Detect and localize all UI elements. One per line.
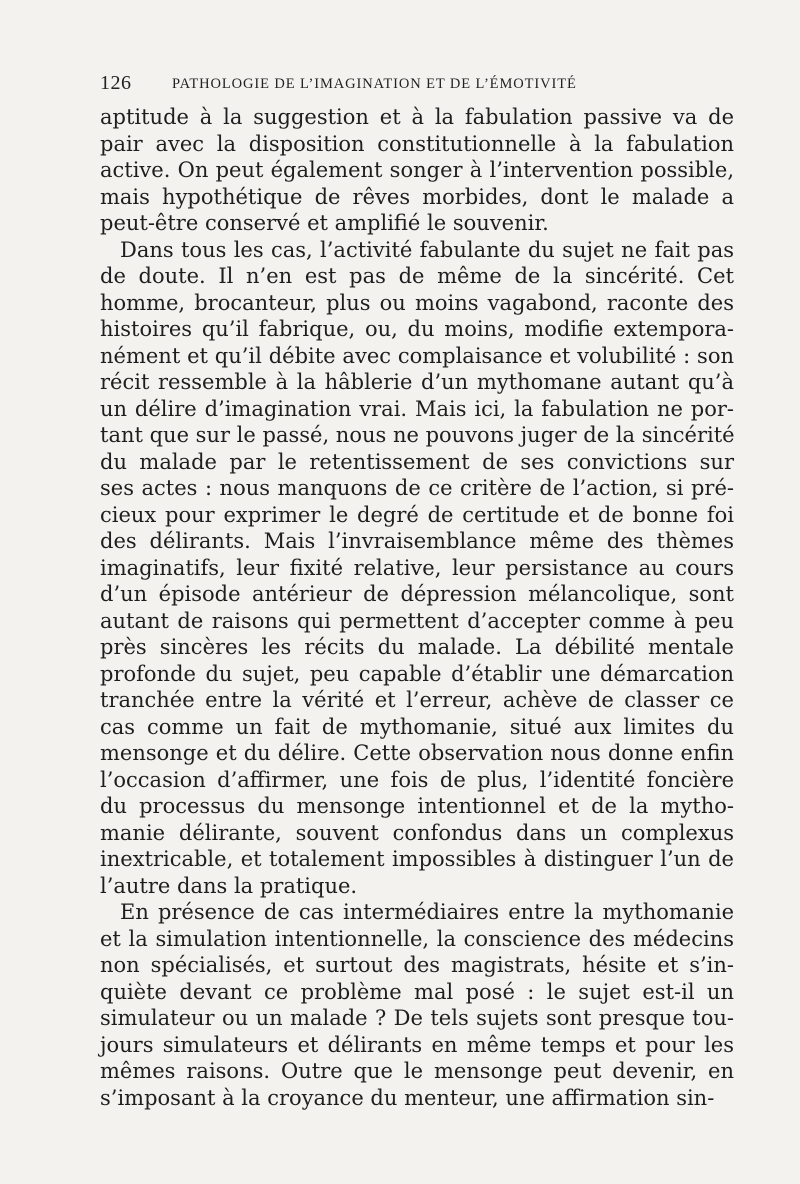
text-line: de doute. Il n’en est pas de même de la sincérité. Cet	[100, 264, 734, 288]
text-line: un délire d’imagination vrai. Mais ici, la fabulation ne por-	[100, 396, 734, 421]
text-line: l’occasion d’affirmer, une fois de plus, l’identité foncière	[100, 767, 734, 792]
text-line: manie délirante, souvent confondus dans un complexus	[100, 820, 734, 845]
text-line: d’un épisode antérieur de dépression mélancolique, sont	[100, 582, 734, 606]
text-line: mêmes raisons. Outre que le mensonge peut devenir, en	[100, 1059, 734, 1083]
body-text	[100, 104, 734, 1111]
text-line: s’imposant à la croyance du menteur, une affirmation sin-	[100, 1085, 715, 1110]
running-title: PATHOLOGIE DE L’IMAGINATION ET DE L’ÉMOTIVITÉ	[172, 76, 577, 92]
running-header	[100, 72, 750, 100]
text-line: cas comme un fait de mythomanie, situé aux limites du	[100, 714, 734, 739]
text-line: tant que sur le passé, nous ne pouvons juger de la sincérité	[100, 423, 735, 447]
text-line: cieux pour exprimer le degré de certitude et de bonne foi	[100, 502, 734, 527]
paragraph	[100, 237, 734, 900]
text-line: l’autre dans la pratique.	[100, 873, 358, 898]
text-line: près sincères les récits du malade. La débilité mentale	[100, 635, 734, 659]
text-line: du malade par le retentissement de ses convictions sur	[100, 449, 734, 474]
text-line: mais hypothétique de rêves morbides, dont le malade a	[100, 184, 734, 209]
text-line: inextricable, et totalement impossibles à distinguer l’un de	[100, 847, 734, 871]
text-line: et la simulation intentionnelle, la conscience des médecins	[100, 926, 734, 951]
text-line: nément et qu’il débite avec complaisance et volubilité : son	[100, 343, 734, 368]
text-line: des délirants. Mais l’invraisemblance même des thèmes	[100, 529, 734, 553]
text-line: active. On peut également songer à l’intervention possible,	[100, 158, 734, 182]
text-line: pair avec la disposition constitutionnelle à la fabulation	[100, 131, 734, 156]
text-line: du processus du mensonge intentionnel et de la mytho-	[100, 794, 734, 818]
text-line: En présence de cas intermédiaires entre la mythomanie	[120, 900, 734, 924]
text-line: non spécialisés, et surtout des magistrats, hésite et s’in-	[100, 953, 734, 977]
text-line: mensonge et du délire. Cette observation nous donne enfin	[100, 741, 734, 765]
text-line: tranchée entre la vérité et l’erreur, achève de classer ce	[100, 688, 734, 712]
paragraph	[100, 104, 734, 237]
text-line: profonde du sujet, peu capable d’établir une démarcation	[100, 661, 734, 686]
paragraph	[100, 899, 734, 1111]
text-line: aptitude à la suggestion et à la fabulation passive va de	[100, 105, 734, 129]
text-line: peut-être conservé et amplifié le souvenir.	[100, 211, 549, 235]
text-line: ses actes : nous manquons de ce critère de l’action, si pré-	[100, 476, 734, 500]
text-line: histoires qu’il fabrique, ou, du moins, modifie extempora-	[100, 317, 734, 341]
text-line: autant de raisons qui permettent d’accepter comme à peu	[100, 608, 734, 633]
page-number: 126	[100, 72, 132, 94]
text-line: homme, brocanteur, plus ou moins vagabond, raconte des	[100, 290, 734, 315]
text-line: simulateur ou un malade ? De tels sujets sont presque tou-	[100, 1006, 734, 1030]
text-line: imaginatifs, leur fixité relative, leur persistance au cours	[100, 555, 734, 580]
text-line: quiète devant ce problème mal posé : le sujet est-il un	[100, 979, 734, 1004]
text-line: Dans tous les cas, l’activité fabulante du sujet ne fait pas	[120, 237, 734, 262]
text-line: jours simulateurs et délirants en même temps et pour les	[100, 1032, 734, 1057]
text-line: récit ressemble à la hâblerie d’un mythomane autant qu’à	[100, 370, 734, 394]
